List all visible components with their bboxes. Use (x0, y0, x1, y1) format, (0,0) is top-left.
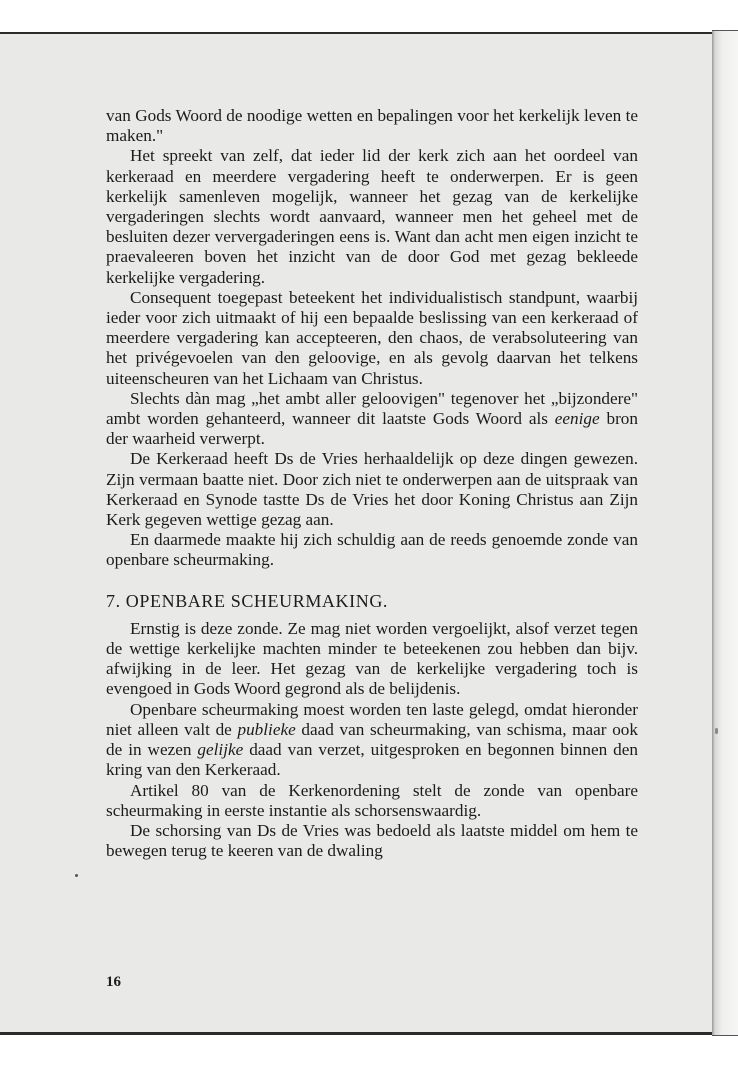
edge-mark (715, 728, 718, 734)
paragraph: van Gods Woord de noodige wetten en bepalingen voor het kerkelijk leven te maken." (106, 106, 638, 146)
section-heading: 7. OPENBARE SCHEURMAKING. (106, 590, 389, 611)
paragraph: Ernstig is deze zonde. Ze mag niet worden vergoelijkt, alsof verzet tegen de wettige kerkelijke machten minder te beteekenen zou hebben dan bijv. afwijking in de leer. Het gezag van de kerkelijke vergadering toch is evengoed in Gods Woord gegrond als de belijdenis. (106, 618, 638, 699)
paragraph: De schorsing van Ds de Vries was bedoeld als laatste middel om hem te bewegen terug te keeren van de dwaling (106, 820, 638, 861)
body-text (106, 106, 638, 861)
page-edge (712, 30, 738, 1036)
paragraph: Artikel 80 van de Kerkenordening stelt de zonde van openbare scheurmaking in eerste instantie als schorsenswaardig. (106, 780, 638, 820)
page-number: 16 (106, 974, 121, 990)
paragraph: En daarmede maakte hij zich schuldig aan de reeds genoemde zonde van openbare scheurmaking. (106, 530, 638, 570)
paragraph: Het spreekt van zelf, dat ieder lid der kerk zich aan het oordeel van kerkeraad en meerdere vergadering heeft te onderwerpen. Er is geen kerkelijk samenleven mogelijk, wanneer het gezag van de kerkelijke vergaderingen slechts wordt aanvaard, wanneer men het geheel met de besluiten dezer ververgaderingen eens is. Want dan acht men eigen inzicht te praevaleeren boven het inzicht van de door God met gezag bekleede kerkelijke vergadering. (106, 146, 638, 287)
margin-mark (75, 874, 78, 877)
paragraph: De Kerkeraad heeft Ds de Vries herhaaldelijk op deze dingen gewezen. Zijn vermaan baatte niet. Door zich niet te onderwerpen aan de uitspraak van Kerkeraad en Synode tastte Ds de Vries het door Koning Christus aan Zijn Kerk gegeven wettige gezag aan. (106, 449, 638, 530)
paragraph: Slechts dàn mag „het ambt aller geloovigen" tegenover het „bijzondere" ambt worden gehanteerd, wanneer dit laatste Gods Woord als eenige bron der waarheid verwerpt. (106, 388, 638, 449)
paragraph: Consequent toegepast beteekent het individualistisch standpunt, waarbij ieder voor zich uitmaakt of hij een bepaalde beslissing van een kerkeraad of meerdere vergadering kan accepteeren, den chaos, de verabsoluteering van het privégevoelen van den geloovige, en als gevolg daarvan het telkens uiteenscheuren van het Lichaam van Christus. (106, 287, 638, 388)
paragraph: Openbare scheurmaking moest worden ten laste gelegd, omdat hieronder niet alleen valt de publieke daad van scheurmaking, van schisma, maar ook de in wezen gelijke daad van verzet, uitgesproken en begonnen binnen den kring van den Kerkeraad. (106, 699, 638, 780)
